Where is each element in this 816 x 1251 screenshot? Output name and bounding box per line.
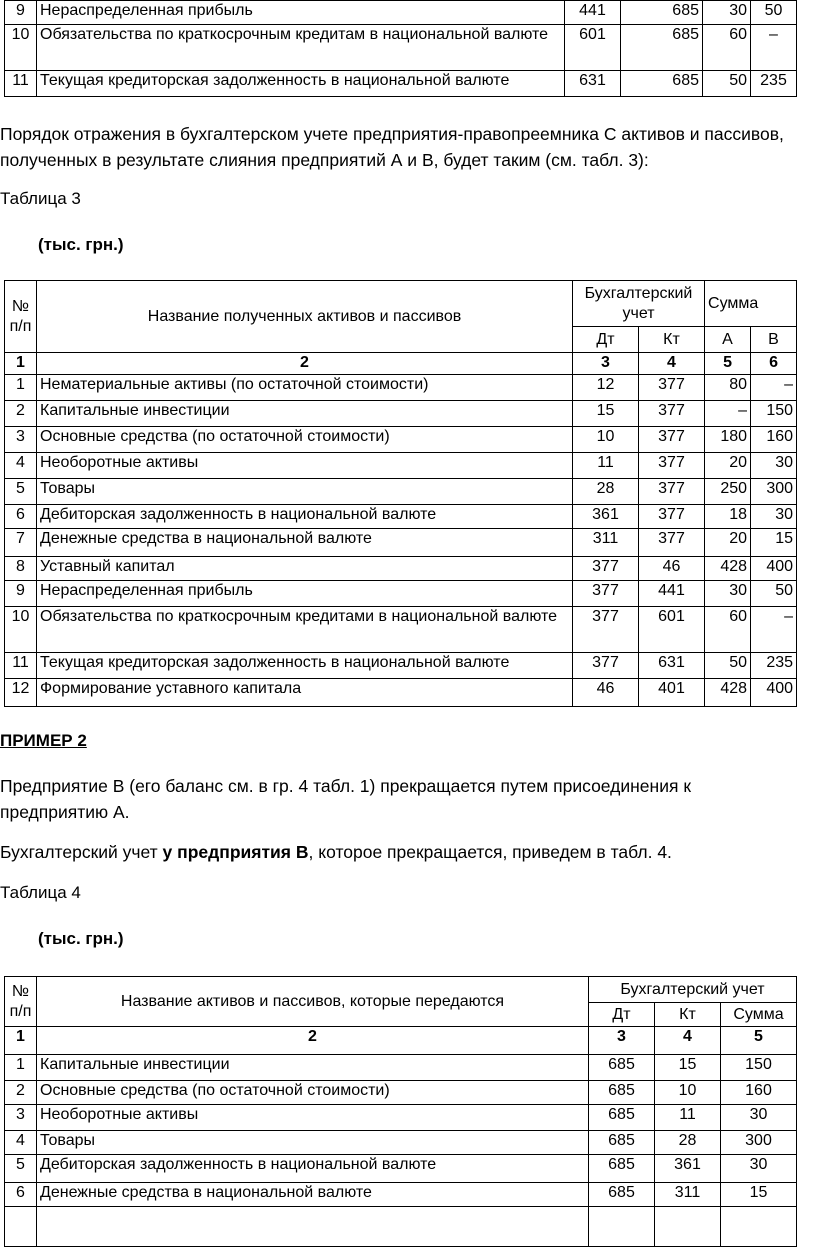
row-kt: 377: [639, 529, 705, 557]
row-number: 12: [5, 679, 37, 707]
row-number: 11: [5, 653, 37, 679]
row-number: 3: [5, 1105, 37, 1131]
table3-header-a: А: [705, 327, 751, 353]
row-kt: 441: [639, 581, 705, 607]
row-dt: 685: [589, 1183, 655, 1207]
row-kt: 15: [655, 1055, 721, 1081]
row-kt: 685: [621, 71, 703, 97]
row-sum-b: 50: [751, 581, 797, 607]
row-number: 10: [5, 607, 37, 653]
row-sum-a: 80: [705, 375, 751, 401]
row-name: Необоротные активы: [37, 1105, 589, 1131]
row-sum-a: 30: [705, 581, 751, 607]
table-4: [4, 976, 797, 1247]
table-row: [5, 653, 797, 679]
row-sum-a: 60: [705, 607, 751, 653]
row-sum-a: 180: [705, 427, 751, 453]
row-name: Товары: [37, 1131, 589, 1155]
row-sum-b: 160: [751, 427, 797, 453]
row-dt: 685: [589, 1155, 655, 1183]
empty-cell: [5, 1207, 37, 1247]
table-row: [5, 679, 797, 707]
row-kt: 631: [639, 653, 705, 679]
table4-header-accounting: Бухгалтерский учет: [589, 977, 797, 1003]
table-row: [5, 1, 797, 25]
row-dt: 685: [589, 1081, 655, 1105]
row-kt: 601: [639, 607, 705, 653]
table-row: [5, 375, 797, 401]
row-kt: 377: [639, 453, 705, 479]
table3-header-num: № п/п: [5, 281, 37, 353]
row-kt: 377: [639, 375, 705, 401]
row-number: 4: [5, 1131, 37, 1155]
row-kt: 28: [655, 1131, 721, 1155]
row-number: 9: [5, 1, 37, 25]
table3-header-name: Название полученных активов и пассивов: [37, 281, 573, 353]
row-name: Дебиторская задолженность в национальной валюте: [37, 505, 573, 529]
column-number: 5: [705, 353, 751, 375]
table4-header-sum: Сумма: [721, 1003, 797, 1027]
row-number: 1: [5, 375, 37, 401]
column-number: 2: [37, 353, 573, 375]
row-name: Товары: [37, 479, 573, 505]
column-number: 5: [721, 1027, 797, 1055]
table-row: [5, 401, 797, 427]
row-number: 9: [5, 581, 37, 607]
row-sum: 150: [721, 1055, 797, 1081]
row-dt: 11: [573, 453, 639, 479]
row-kt: 377: [639, 427, 705, 453]
table3-header-kt: Кт: [639, 327, 705, 353]
row-name: Нераспределенная прибыль: [37, 1, 565, 25]
column-number: 4: [655, 1027, 721, 1055]
table3-header-dt: Дт: [573, 327, 639, 353]
table-row-empty: [5, 1207, 797, 1247]
row-kt: 377: [639, 505, 705, 529]
row-kt: 10: [655, 1081, 721, 1105]
row-dt: 46: [573, 679, 639, 707]
row-kt: 377: [639, 479, 705, 505]
row-sum-a: –: [705, 401, 751, 427]
table-row: [5, 479, 797, 505]
row-name: Основные средства (по остаточной стоимости): [37, 1081, 589, 1105]
table3-header-sum: Сумма: [705, 281, 797, 327]
table-row: [5, 529, 797, 557]
row-sum: 30: [721, 1155, 797, 1183]
row-number: 1: [5, 1055, 37, 1081]
row-name: Капитальные инвестиции: [37, 1055, 589, 1081]
row-name: Необоротные активы: [37, 453, 573, 479]
row-kt: 361: [655, 1155, 721, 1183]
row-sum-a: 30: [703, 1, 751, 25]
row-dt: 685: [589, 1105, 655, 1131]
row-sum-b: –: [751, 607, 797, 653]
column-number: 3: [589, 1027, 655, 1055]
table-top-fragment: [4, 0, 797, 97]
table-row: [5, 71, 797, 97]
table3-column-numbers: [5, 353, 797, 375]
paragraph-table4-intro: [0, 839, 800, 865]
row-sum-a: 60: [703, 25, 751, 71]
row-name: Основные средства (по остаточной стоимости): [37, 427, 573, 453]
para3-text-bold: у предприятия В: [162, 842, 309, 862]
row-name: Обязательства по краткосрочным кредитами в национальной валюте: [37, 607, 573, 653]
row-kt: 46: [639, 557, 705, 581]
table4-header-kt: Кт: [655, 1003, 721, 1027]
table-row: [5, 1155, 797, 1183]
row-sum: 30: [721, 1105, 797, 1131]
table-row: [5, 1131, 797, 1155]
row-sum: 160: [721, 1081, 797, 1105]
row-sum-b: 50: [751, 1, 797, 25]
row-sum-b: 300: [751, 479, 797, 505]
example-heading: ПРИМЕР 2: [0, 731, 87, 750]
row-sum-b: –: [751, 25, 797, 71]
column-number: 1: [5, 353, 37, 375]
row-sum-a: 20: [705, 529, 751, 557]
table-row: [5, 427, 797, 453]
table4-column-numbers: [5, 1027, 797, 1055]
row-name: Обязательства по краткосрочным кредитам в национальной валюте: [37, 25, 565, 71]
row-number: 2: [5, 1081, 37, 1105]
row-number: 10: [5, 25, 37, 71]
row-dt: 377: [573, 607, 639, 653]
table-row: [5, 1081, 797, 1105]
row-name: Нематериальные активы (по остаточной стоимости): [37, 375, 573, 401]
row-name: Денежные средства в национальной валюте: [37, 1183, 589, 1207]
row-kt: 685: [621, 25, 703, 71]
para3-text-end: , которое прекращается, приведем в табл. 4.: [308, 842, 672, 862]
row-sum: 15: [721, 1183, 797, 1207]
row-sum-b: 30: [751, 505, 797, 529]
row-number: 2: [5, 401, 37, 427]
row-dt: 685: [589, 1055, 655, 1081]
row-dt: 15: [573, 401, 639, 427]
empty-cell: [721, 1207, 797, 1247]
row-dt: 28: [573, 479, 639, 505]
row-dt: 377: [573, 557, 639, 581]
row-dt: 631: [565, 71, 621, 97]
row-kt: 685: [621, 1, 703, 25]
row-kt: 311: [655, 1183, 721, 1207]
row-sum-b: 400: [751, 557, 797, 581]
row-number: 8: [5, 557, 37, 581]
table4-header-name: Название активов и пассивов, которые передаются: [37, 977, 589, 1027]
table-row: [5, 505, 797, 529]
table-row: [5, 25, 797, 71]
column-number: 3: [573, 353, 639, 375]
row-number: 7: [5, 529, 37, 557]
row-sum-b: 15: [751, 529, 797, 557]
table-3: [4, 280, 797, 707]
column-number: 2: [37, 1027, 589, 1055]
row-dt: 441: [565, 1, 621, 25]
row-sum-b: –: [751, 375, 797, 401]
row-sum-a: 20: [705, 453, 751, 479]
row-sum-a: 50: [703, 71, 751, 97]
row-number: 6: [5, 505, 37, 529]
table4-header-num: № п/п: [5, 977, 37, 1027]
row-number: 5: [5, 1155, 37, 1183]
para3-text-start: Бухгалтерский учет: [0, 842, 163, 862]
table4-unit: (тыс. грн.): [38, 929, 124, 948]
row-number: 5: [5, 479, 37, 505]
row-sum: 300: [721, 1131, 797, 1155]
table3-header-accounting: Бухгалтерский учет: [573, 281, 705, 327]
table-row: [5, 1105, 797, 1131]
row-sum-a: 250: [705, 479, 751, 505]
row-name: Уставный капитал: [37, 557, 573, 581]
empty-cell: [37, 1207, 589, 1247]
table-row: [5, 581, 797, 607]
row-name: Текущая кредиторская задолженность в национальной валюте: [37, 653, 573, 679]
row-dt: 10: [573, 427, 639, 453]
row-sum-a: 428: [705, 557, 751, 581]
row-sum-a: 18: [705, 505, 751, 529]
row-sum-a: 428: [705, 679, 751, 707]
row-name: Денежные средства в национальной валюте: [37, 529, 573, 557]
row-number: 3: [5, 427, 37, 453]
row-name: Дебиторская задолженность в национальной валюте: [37, 1155, 589, 1183]
row-kt: 401: [639, 679, 705, 707]
row-dt: 601: [565, 25, 621, 71]
table3-label: Таблица 3: [0, 189, 81, 208]
column-number: 1: [5, 1027, 37, 1055]
row-name: Формирование уставного капитала: [37, 679, 573, 707]
table-row: [5, 453, 797, 479]
row-dt: 377: [573, 581, 639, 607]
column-number: 6: [751, 353, 797, 375]
row-number: 6: [5, 1183, 37, 1207]
table4-header-dt: Дт: [589, 1003, 655, 1027]
table-row: [5, 1183, 797, 1207]
row-dt: 12: [573, 375, 639, 401]
table4-label: Таблица 4: [0, 883, 81, 902]
table3-unit: (тыс. грн.): [38, 235, 124, 254]
row-dt: 361: [573, 505, 639, 529]
row-name: Нераспределенная прибыль: [37, 581, 573, 607]
row-sum-a: 50: [705, 653, 751, 679]
row-kt: 377: [639, 401, 705, 427]
row-sum-b: 235: [751, 71, 797, 97]
row-dt: 311: [573, 529, 639, 557]
table3-header-b: В: [751, 327, 797, 353]
empty-cell: [655, 1207, 721, 1247]
table-row: [5, 1055, 797, 1081]
paragraph-example2: Предприятие В (его баланс см. в гр. 4 табл. 1) прекращается путем присоединения к предприятию А.: [0, 776, 691, 822]
row-number: 11: [5, 71, 37, 97]
row-number: 4: [5, 453, 37, 479]
row-kt: 11: [655, 1105, 721, 1131]
row-sum-b: 30: [751, 453, 797, 479]
row-dt: 685: [589, 1131, 655, 1155]
column-number: 4: [639, 353, 705, 375]
empty-cell: [589, 1207, 655, 1247]
row-sum-b: 235: [751, 653, 797, 679]
row-sum-b: 400: [751, 679, 797, 707]
table-row: [5, 607, 797, 653]
paragraph-table3-intro: Порядок отражения в бухгалтерском учете предприятия-правопреемника С активов и пассивов, полученных в результате слияния предприятий А и В, будет таким (см. табл. 3):: [0, 124, 784, 170]
row-name: Текущая кредиторская задолженность в национальной валюте: [37, 71, 565, 97]
row-sum-b: 150: [751, 401, 797, 427]
table-row: [5, 557, 797, 581]
row-dt: 377: [573, 653, 639, 679]
row-name: Капитальные инвестиции: [37, 401, 573, 427]
